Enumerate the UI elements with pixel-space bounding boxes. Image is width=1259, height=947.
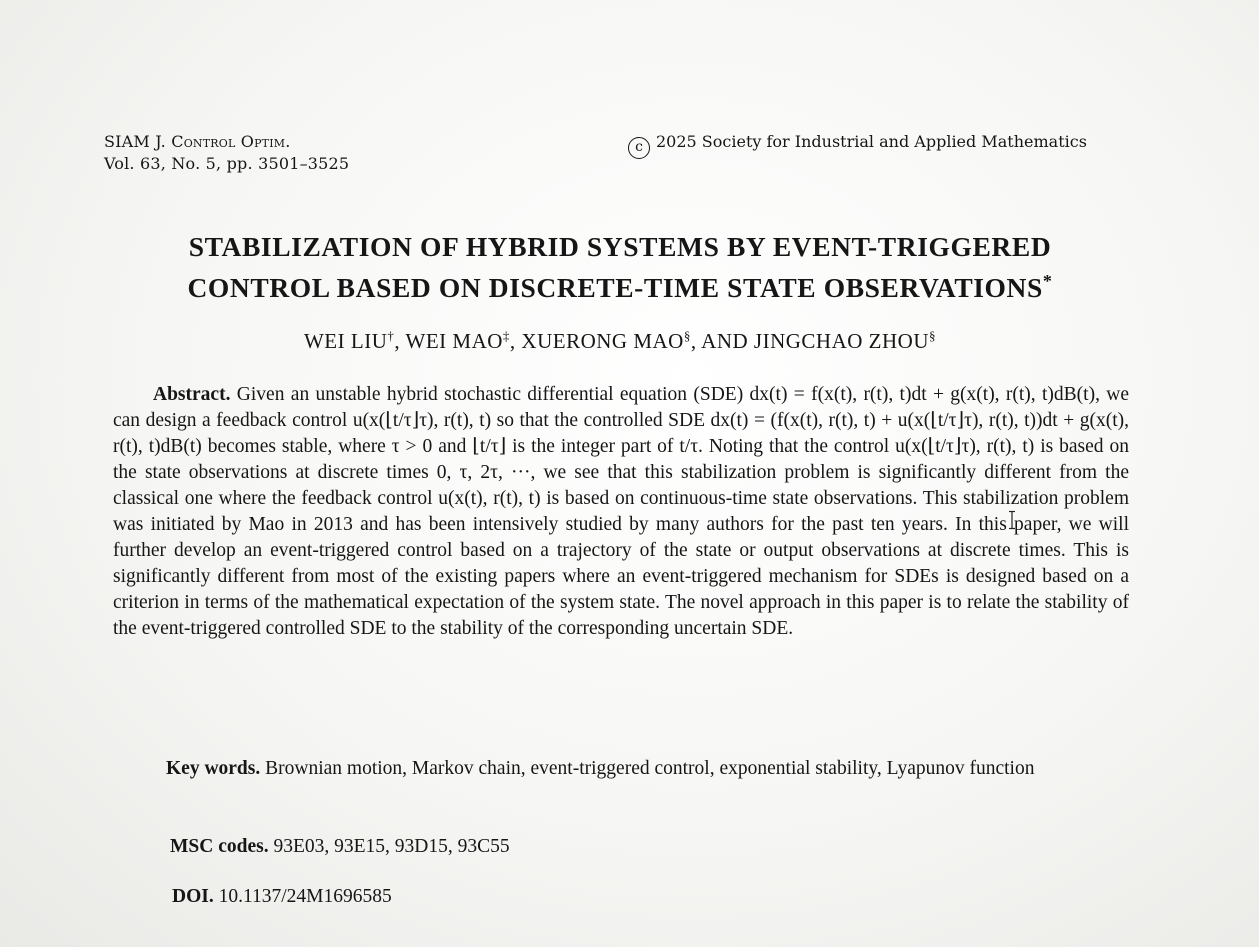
author-name: XUERONG MAO xyxy=(521,329,684,353)
author-mark: † xyxy=(387,328,395,343)
journal-name: SIAM J. Control Optim. xyxy=(104,132,291,151)
msc-text: 93E03, 93E15, 93D15, 93C55 xyxy=(273,836,510,857)
title-line-1: STABILIZATION OF HYBRID SYSTEMS BY EVENT-TRIGGERED xyxy=(188,231,1052,262)
author-name: WEI MAO xyxy=(405,329,503,353)
journal-info xyxy=(104,131,349,175)
keywords xyxy=(128,756,1118,782)
doi-label: DOI. xyxy=(172,886,214,907)
msc-codes xyxy=(170,834,510,860)
paper-title xyxy=(100,230,1140,305)
copyright-notice xyxy=(628,131,1087,159)
doi xyxy=(172,884,392,910)
abstract xyxy=(113,382,1129,642)
title-footnote-mark: * xyxy=(1042,271,1053,291)
title-line-2: CONTROL BASED ON DISCRETE-TIME STATE OBSERVATIONS xyxy=(187,272,1043,304)
text-cursor-icon xyxy=(1008,510,1016,530)
journal-volume: Vol. 63, No. 5, pp. 3501–3525 xyxy=(104,154,350,173)
author-mark: § xyxy=(683,328,691,343)
msc-label: MSC codes. xyxy=(170,836,269,857)
author-name: JINGCHAO ZHOU xyxy=(753,329,929,353)
author-mark: § xyxy=(929,328,936,343)
author-conjunction: AND xyxy=(701,329,749,353)
author-list: WEI LIU†, WEI MAO‡, XUERONG MAO§, AND JINGCHAO ZHOU§ xyxy=(303,328,936,353)
keywords-label: Key words. xyxy=(166,758,261,779)
abstract-label: Abstract. xyxy=(153,384,231,405)
copyright-icon: c xyxy=(628,137,650,159)
copyright-text: 2025 Society for Industrial and Applied Mathematics xyxy=(656,132,1087,151)
keywords-text: Brownian motion, Markov chain, event-triggered control, exponential stability, Lyapunov function xyxy=(265,758,1035,779)
abstract-text: Given an unstable hybrid stochastic differential equation (SDE) dx(t) = f(x(t), r(t), t)dt + g(x(t), r(t), t)dB(t), we can design a feedback control u(x(⌊t/τ⌋τ), r(t), t) so that the controlled SDE dx(t) = (f(x(t), r(t), t) + u(x(⌊t/τ⌋τ), r(t), t))dt + g(x(t), r(t), t)dB(t) becomes stable, where τ > 0 and ⌊t/τ⌋ is the integer part of t/τ. Noting that the control u(x(⌊t/τ⌋τ), r(t), t) is based on the state observations at discrete times 0, τ, 2τ, ···, we see that this stabilization problem is significantly different from the classical one where the feedback control u(x(t), r(t), t) is based on continuous-time state observations. This stabilization problem was initiated by Mao in 2013 and has been intensively studied by many authors for the past ten years. In this paper, we will further develop an event-triggered control based on a trajectory of the state or output observations at discrete times. This is significantly different from most of the existing papers where an event-triggered mechanism for SDEs is designed based on a criterion in terms of the mathematical expectation of the system state. The novel approach in this paper is to relate the stability of the event-triggered controlled SDE to the stability of the corresponding uncertain SDE. xyxy=(113,384,1130,639)
doi-text: 10.1137/24M1696585 xyxy=(218,886,392,907)
author-name: WEI LIU xyxy=(303,329,388,353)
author-mark: ‡ xyxy=(502,328,510,343)
